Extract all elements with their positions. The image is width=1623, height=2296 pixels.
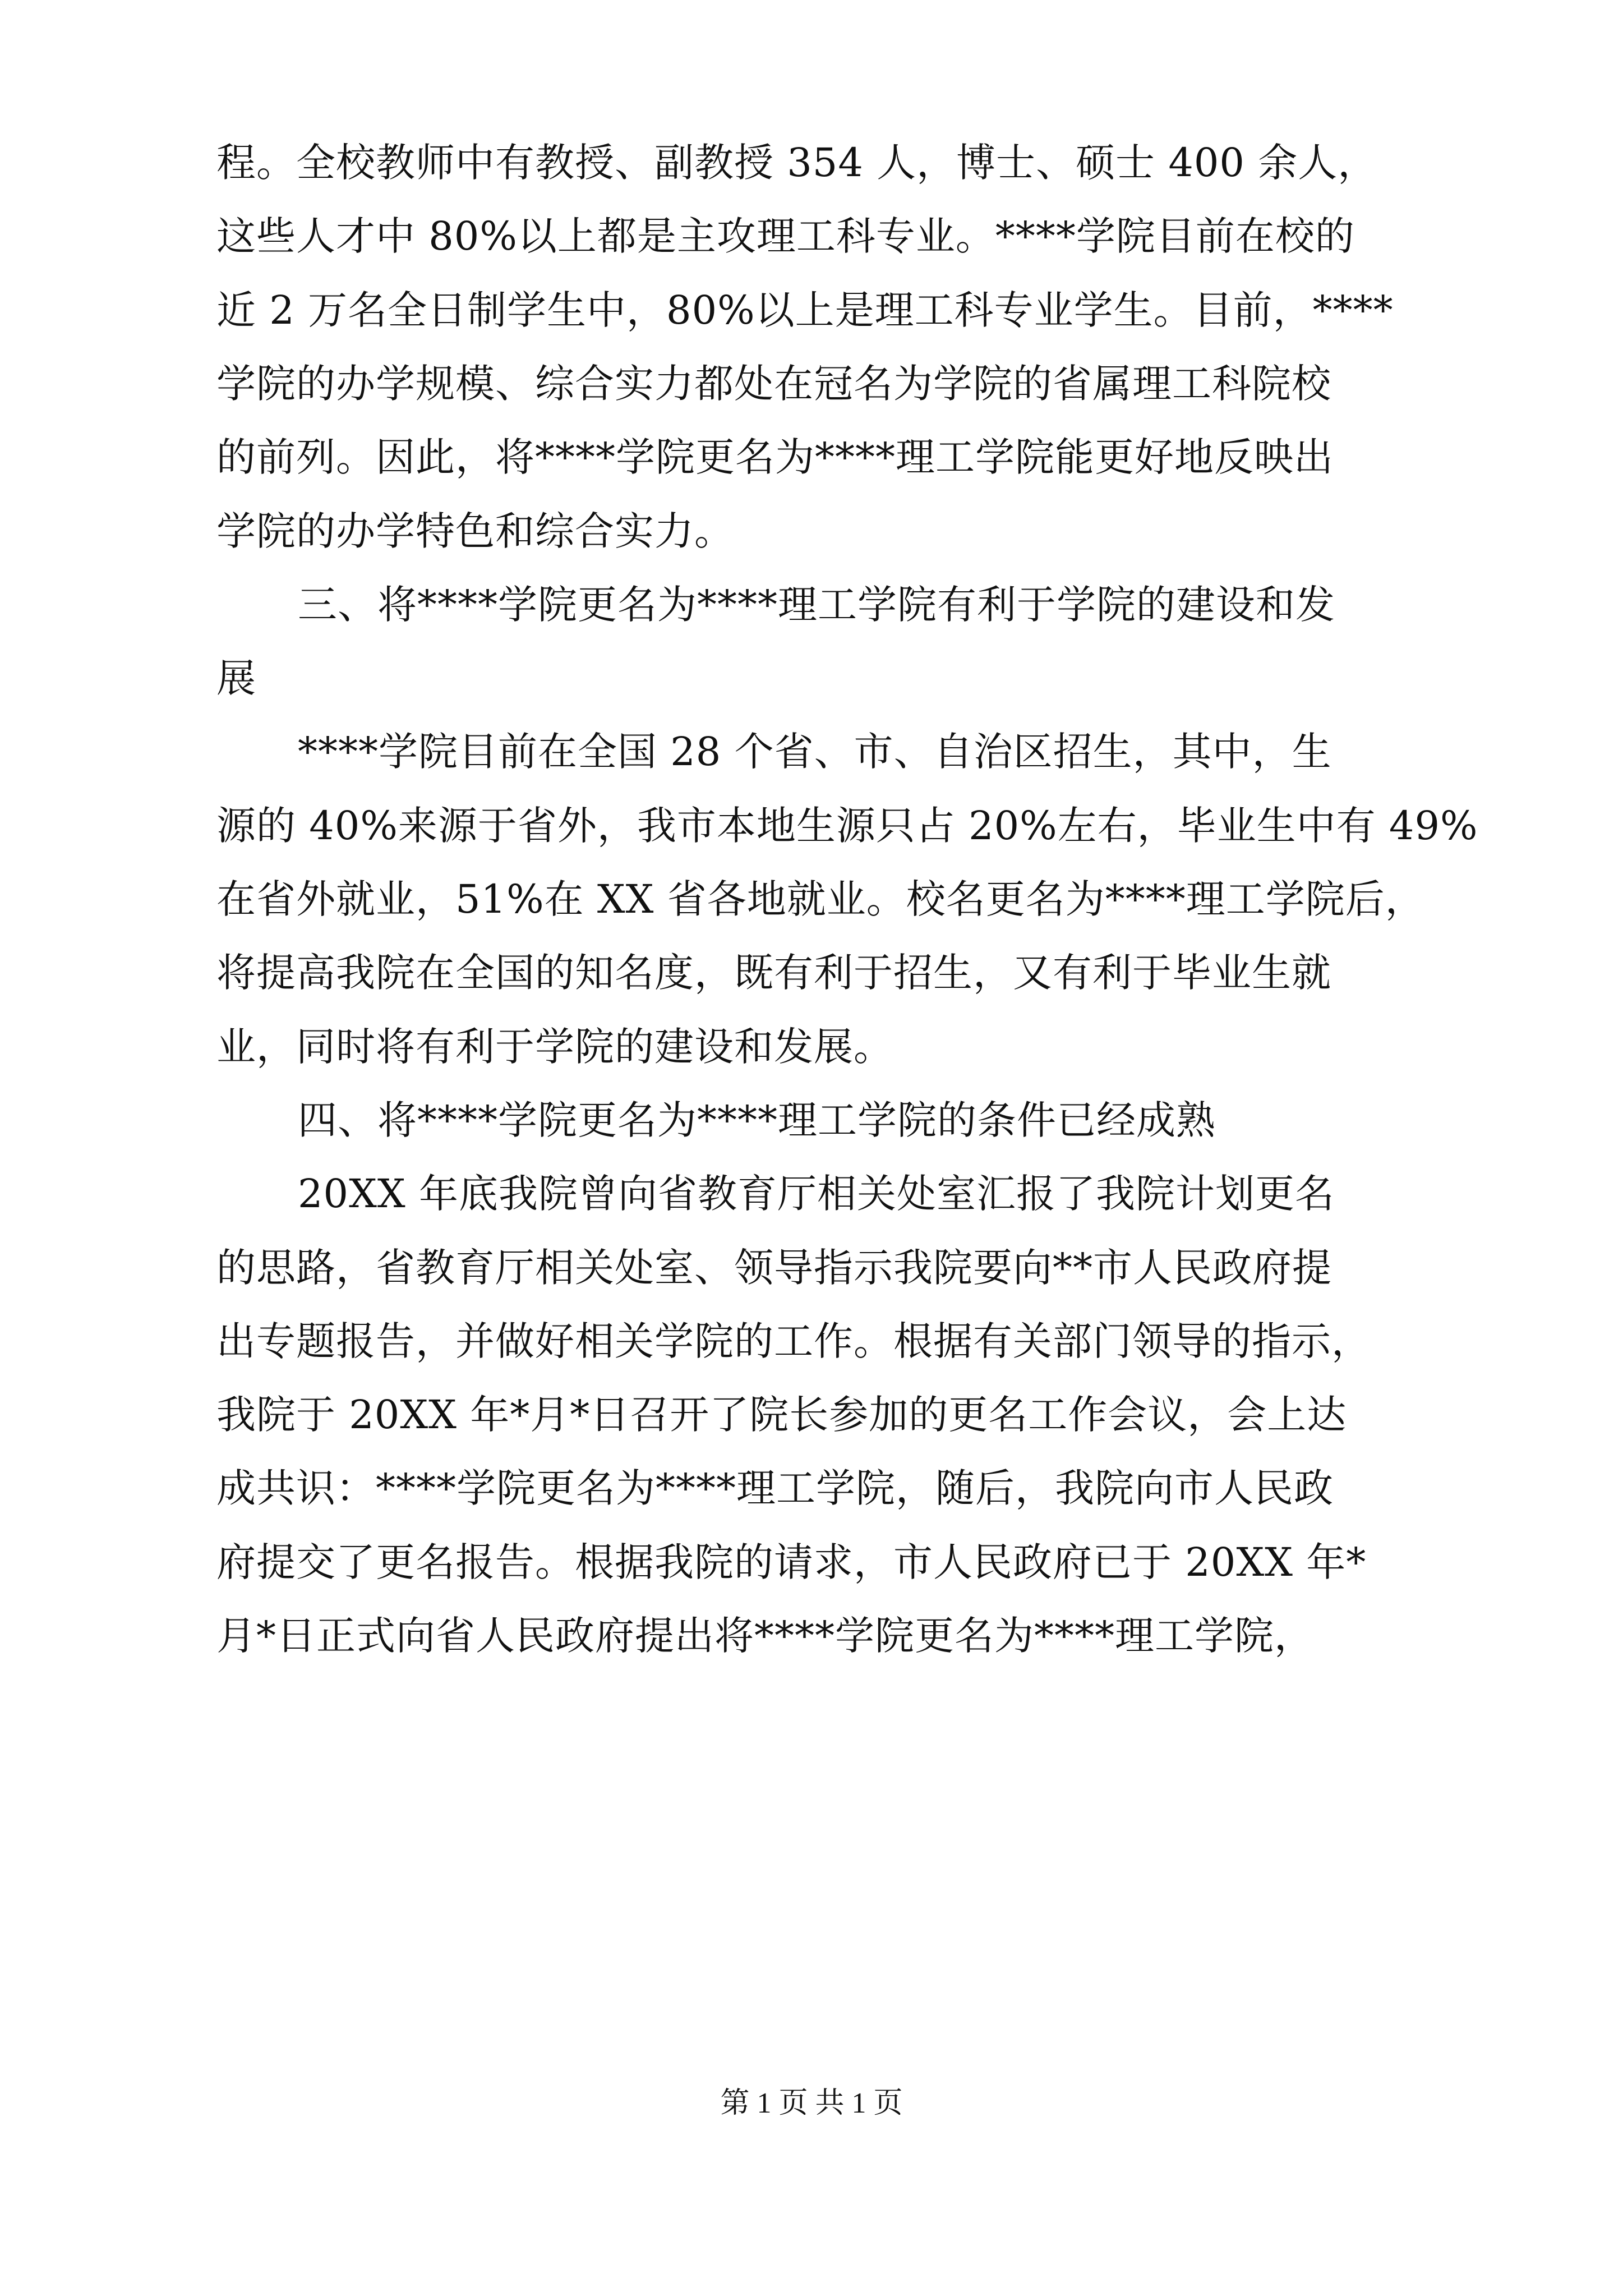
- text-line: 程。全校教师中有教授、副教授 354 人，博士、硕士 400 余人，: [216, 140, 1378, 186]
- text-line: 学院的办学特色和综合实力。: [216, 508, 734, 554]
- page-footer: 第 1 页 共 1 页: [720, 2087, 903, 2119]
- text-line: 出专题报告，并做好相关学院的工作。根据有关部门领导的指示，: [216, 1318, 1371, 1364]
- text-line: 的前列。因此，将****学院更名为****理工学院能更好地反映出: [216, 434, 1334, 480]
- text-line: 学院的办学规模、综合实力都处在冠名为学院的省属理工科院校: [216, 361, 1331, 407]
- text-line: 四、将****学院更名为****理工学院的条件已经成熟: [298, 1097, 1216, 1143]
- text-line: 将提高我院在全国的知名度，既有利于招生，又有利于毕业生就: [216, 950, 1331, 996]
- text-line: 月*日正式向省人民政府提出将****学院更名为****理工学院，: [216, 1613, 1314, 1659]
- text-line: 的思路，省教育厅相关处室、领导指示我院要向**市人民政府提: [216, 1245, 1332, 1291]
- text-line: 在省外就业，51%在 XX 省各地就业。校名更名为****理工学院后，: [216, 876, 1425, 922]
- text-line: ****学院目前在全国 28 个省、市、自治区招生，其中，生: [298, 729, 1332, 775]
- text-line: 这些人才中 80%以上都是主攻理工科专业。****学院目前在校的: [216, 213, 1355, 259]
- text-line: 府提交了更名报告。根据我院的请求，市人民政府已于 20XX 年*: [216, 1539, 1367, 1585]
- text-line: 展: [216, 655, 256, 701]
- text-line: 成共识：****学院更名为****理工学院，随后，我院向市人民政: [216, 1465, 1334, 1511]
- text-line: 业，同时将有利于学院的建设和发展。: [216, 1024, 893, 1070]
- text-line: 源的 40%来源于省外，我市本地生源只占 20%左右，毕业生中有 49%: [216, 803, 1478, 849]
- text-line: 我院于 20XX 年*月*日召开了院长参加的更名工作会议，会上达: [216, 1392, 1347, 1438]
- text-line: 近 2 万名全日制学生中，80%以上是理工科专业学生。目前，****: [216, 287, 1394, 333]
- text-line: 三、将****学院更名为****理工学院有利于学院的建设和发: [298, 582, 1335, 628]
- text-line: 20XX 年底我院曾向省教育厅相关处室汇报了我院计划更名: [298, 1171, 1335, 1217]
